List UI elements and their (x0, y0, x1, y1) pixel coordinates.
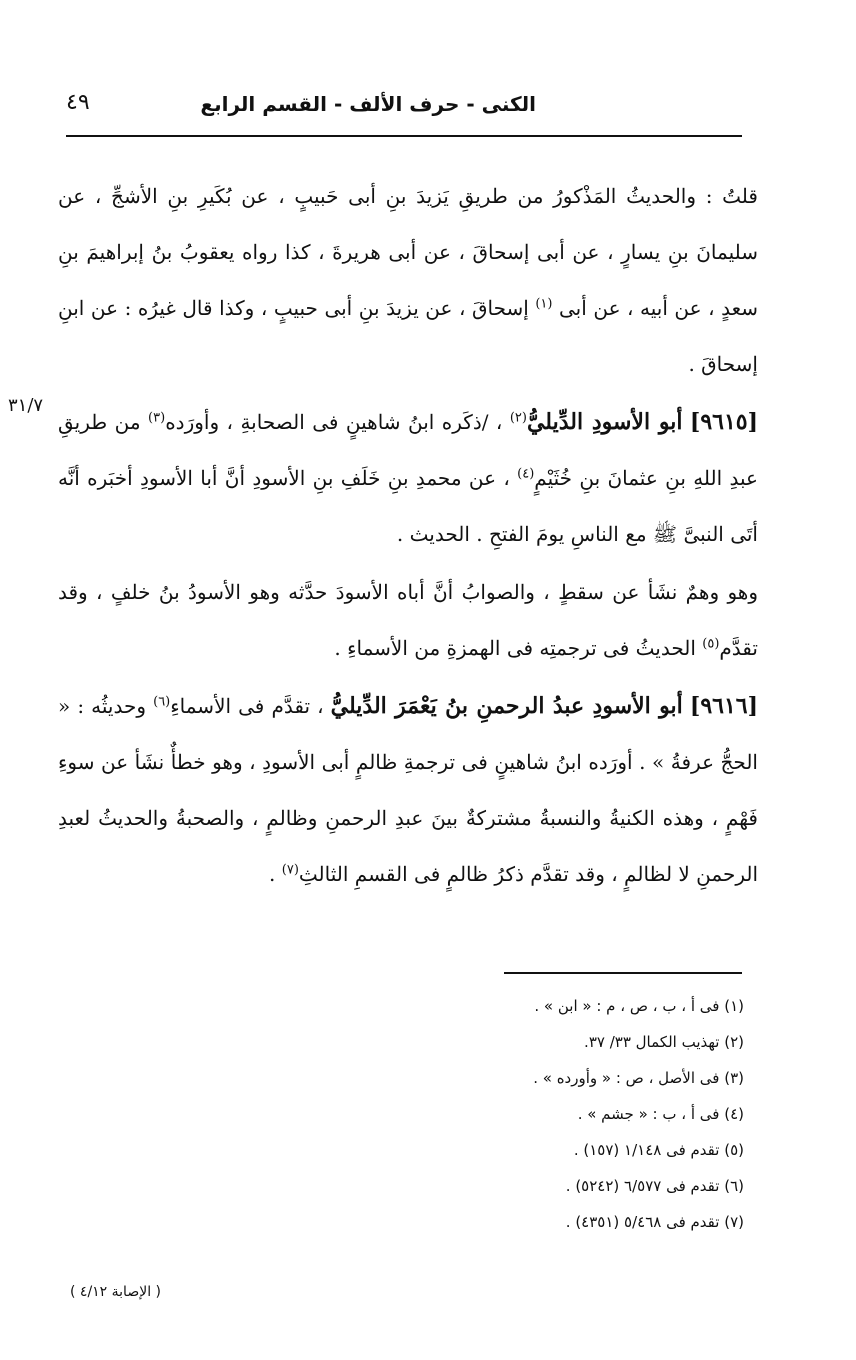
entry-name: أبو الأسودِ عبدُ الرحمنِ بنُ يَعْمَرَ الدِّيليُّ (330, 693, 683, 719)
entry-text: ، عن محمدِ بنِ خَلَفِ بنِ الأسودِ أنَّ أبا الأسودِ أخبَره أنَّه أتَى النبىَّ ﷺ مع الناسِ يومَ الفتحِ . الحديث . (58, 466, 758, 546)
footnote-item: (٢) تهذيب الكمال ٣٣/ ٣٧. (584, 1033, 744, 1051)
paragraph-text: وهو وهمٌ نشَأ عن سقطٍ ، والصوابُ أنَّ أباه الأسودَ حدَّثه وهو الأسودُ بنُ خلفٍ ، وقد تقدَّم (58, 580, 758, 660)
footnote-item: (١) فى أ ، ب ، ص ، م : « ابن » . (534, 997, 744, 1015)
page-header (66, 90, 742, 124)
main-text (58, 168, 758, 902)
paragraph-text: الحديثُ فى ترجمتِه فى الهمزةِ من الأسماءِ . (334, 636, 696, 660)
paragraph-text: إسحاقَ ، عن يزيدَ بنِ أبى حبيبٍ ، وكذا قال غيرُه : عن ابنِ إسحاقَ . (58, 296, 758, 376)
footnote-item: (٧) تقدم فى ٥/٤٦٨ (٤٣٥١) . (565, 1213, 744, 1231)
footnote-rule (504, 972, 742, 974)
footnote-marker: (٧) (281, 862, 299, 878)
margin-reference: ٣١/٧ (8, 395, 44, 416)
footnote-item: (٤) فى أ ، ب : « جشم » . (577, 1105, 744, 1123)
entry-text: ، تقدَّم فى الأسماءِ (170, 694, 324, 718)
entry-9615 (58, 394, 758, 562)
page-number: ٤٩ (66, 90, 90, 115)
running-title: الكنى - حرف الألف - القسم الرابع (200, 92, 536, 116)
entry-text: وحديثُه : « الحجُّ عرفةُ » . أورَده ابنُ شاهينٍ فى ترجمةِ ظالمٍ أبى الأسودِ ، وهو خطأٌ نشَأ عن سوءِ فَهْمٍ ، وهذه الكنيةُ والنسبةُ مشتركةٌ بينَ عبدِ الرحمنِ وظالمٍ ، والصحبةُ والحديثُ لعبدِ الرحمنِ لا لظالمٍ ، وقد تقدَّم ذكرُ ظالمٍ فى القسمِ الثالثِ (58, 694, 758, 886)
paragraph-text: قلتُ : والحديثُ المَذْكورُ من طريقِ يَزيدَ بنِ أبى حَبيبٍ ، عن بُكَيرِ بنِ الأشجِّ ، عن سليمانَ بنِ يسارٍ ، عن أبى إسحاقَ ، عن أبى هريرةَ ، كذا رواه يعقوبُ بنُ إبراهيمَ بنِ سعدٍ ، عن أبيه ، عن أبى (58, 184, 759, 320)
paragraph-commentary (58, 564, 758, 676)
footnotes (344, 988, 744, 1240)
footnote-item: (٥) تقدم فى ١/١٤٨ (١٥٧) . (573, 1141, 744, 1159)
footnote-marker: (٤) (517, 466, 535, 482)
entry-name: أبو الأسودِ الدِّيليُّ (526, 409, 683, 435)
footnote-marker: (٦) (153, 694, 171, 710)
header-rule (66, 135, 742, 137)
entry-text: ، /ذكَره ابنُ شاهينٍ فى الصحابةِ ، وأورَده (165, 410, 503, 434)
footnote-item: (٦) تقدم فى ٦/٥٧٧ (٥٢٤٢) . (565, 1177, 744, 1195)
entry-number: [٩٦١٦] (689, 693, 758, 719)
footnote-marker: (١) (535, 296, 553, 312)
footnote-item: (٣) فى الأصل ، ص : « وأورده » . (533, 1069, 744, 1087)
entry-number: [٩٦١٥] (689, 409, 758, 435)
paragraph-intro (58, 168, 758, 392)
entry-text: . (269, 862, 276, 886)
footnote-marker: (٥) (702, 636, 720, 652)
entry-text: من طريقِ عبدِ اللهِ بنِ عثمانَ بنِ خُثَيْمٍ (58, 410, 758, 490)
footnote-marker: (٢) (509, 410, 527, 426)
footnote-marker: (٣) (148, 410, 166, 426)
entry-9616 (58, 678, 758, 902)
printer-signature: ( الإصابة ٤/١٢ ) (70, 1284, 161, 1300)
